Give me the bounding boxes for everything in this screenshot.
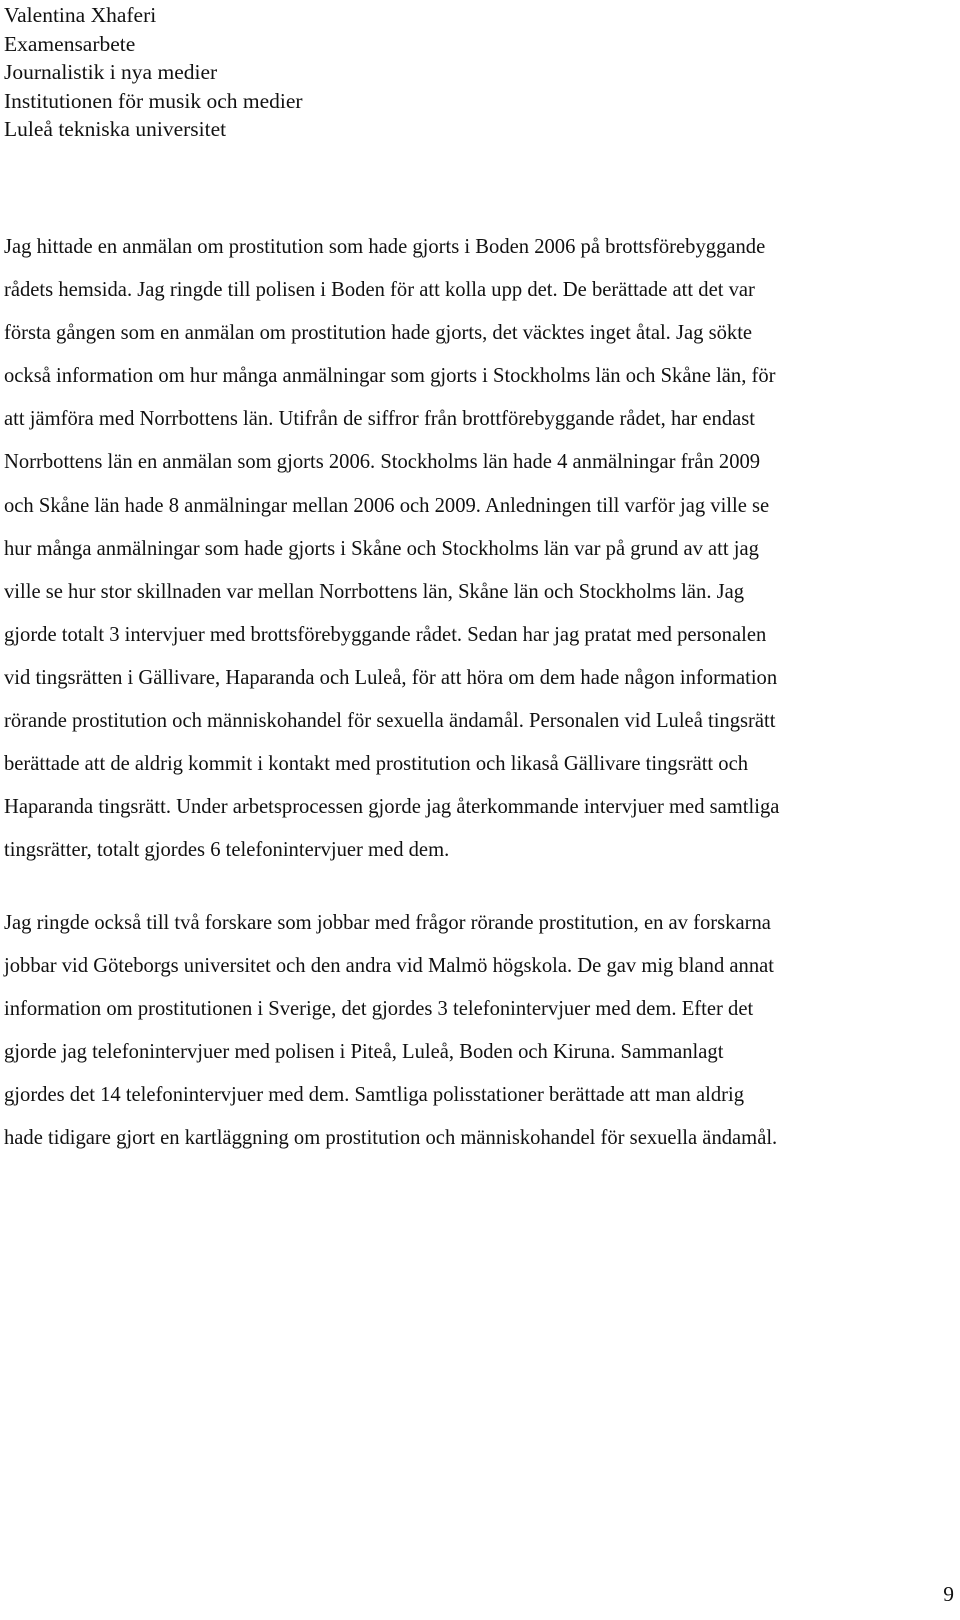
paragraph-line: Haparanda tingsrätt. Under arbetsprocessen gjorde jag återkommande intervjuer med samtliga xyxy=(4,796,780,819)
paragraph-line: Jag hittade en anmälan om prostitution som hade gjorts i Boden 2006 på brottsförebyggande xyxy=(4,236,766,258)
paragraph-line: också information om hur många anmälningar som gjorts i Stockholms län och Skåne län, för xyxy=(4,365,776,388)
paragraph-line: att jämföra med Norrbottens län. Utifrån de siffror från brottförebyggande rådet, har endast xyxy=(4,408,756,431)
paragraph-line: gjorde jag telefonintervjuer med polisen i Piteå, Luleå, Boden och Kiruna. Sammanlagt xyxy=(4,1041,724,1064)
paragraph-line: Norrbottens län en anmälan som gjorts 2006. Stockholms län hade 4 anmälningar från 2009 xyxy=(4,451,761,474)
body-paragraph-1 xyxy=(4,226,779,872)
paragraph-line: rörande prostitution och människohandel för sexuella ändamål. Personalen vid Luleå tingsrätt xyxy=(4,710,776,733)
university-name: Luleå tekniska universitet xyxy=(4,117,227,142)
document-header xyxy=(4,1,303,144)
page-number: 9 xyxy=(943,1582,954,1606)
paragraph-line: hur många anmälningar som hade gjorts i Skåne och Stockholms län var på grund av att jag xyxy=(4,537,759,560)
author-name: Valentina Xhaferi xyxy=(4,3,157,27)
paragraph-line: gjordes det 14 telefonintervjuer med dem. Samtliga polisstationer berättade att man aldrig xyxy=(4,1084,745,1107)
paragraph-line: ville se hur stor skillnaden var mellan Norrbottens län, Skåne län och Stockholms län. Jag xyxy=(4,580,745,603)
department-name: Institutionen för musik och medier xyxy=(4,88,303,113)
paragraph-line: rådets hemsida. Jag ringde till polisen i Boden för att kolla upp det. De berättade att det var xyxy=(4,279,755,302)
paragraph-line: information om prostitutionen i Sverige, det gjordes 3 telefonintervjuer med dem. Efter det xyxy=(4,998,754,1021)
paragraph-line: berättade att de aldrig kommit i kontakt med prostitution och likaså Gällivare tingsrätt och xyxy=(4,753,749,776)
body-paragraph-2 xyxy=(4,902,777,1161)
paragraph-line: tingsrätter, totalt gjordes 6 telefonintervjuer med dem. xyxy=(4,839,450,862)
paragraph-line: vid tingsrätten i Gällivare, Haparanda och Luleå, för att höra om dem hade någon information xyxy=(4,666,778,689)
paragraph-line: och Skåne län hade 8 anmälningar mellan 2006 och 2009. Anledningen till varför jag ville se xyxy=(4,494,770,517)
paragraph-line: hade tidigare gjort en kartläggning om prostitution och människohandel för sexuella ändamål. xyxy=(4,1127,778,1150)
program-name: Journalistik i nya medier xyxy=(4,60,218,85)
paragraph-line: gjorde totalt 3 intervjuer med brottsförebyggande rådet. Sedan har jag pratat med personalen xyxy=(4,623,767,646)
document-type: Examensarbete xyxy=(4,31,136,56)
paragraph-line: Jag ringde också till två forskare som jobbar med frågor rörande prostitution, en av forskarna xyxy=(4,912,771,934)
paragraph-line: jobbar vid Göteborgs universitet och den andra vid Malmö högskola. De gav mig bland annat xyxy=(4,955,775,978)
paragraph-line: första gången som en anmälan om prostitution hade gjorts, det väcktes inget åtal. Jag sökte xyxy=(4,322,753,345)
